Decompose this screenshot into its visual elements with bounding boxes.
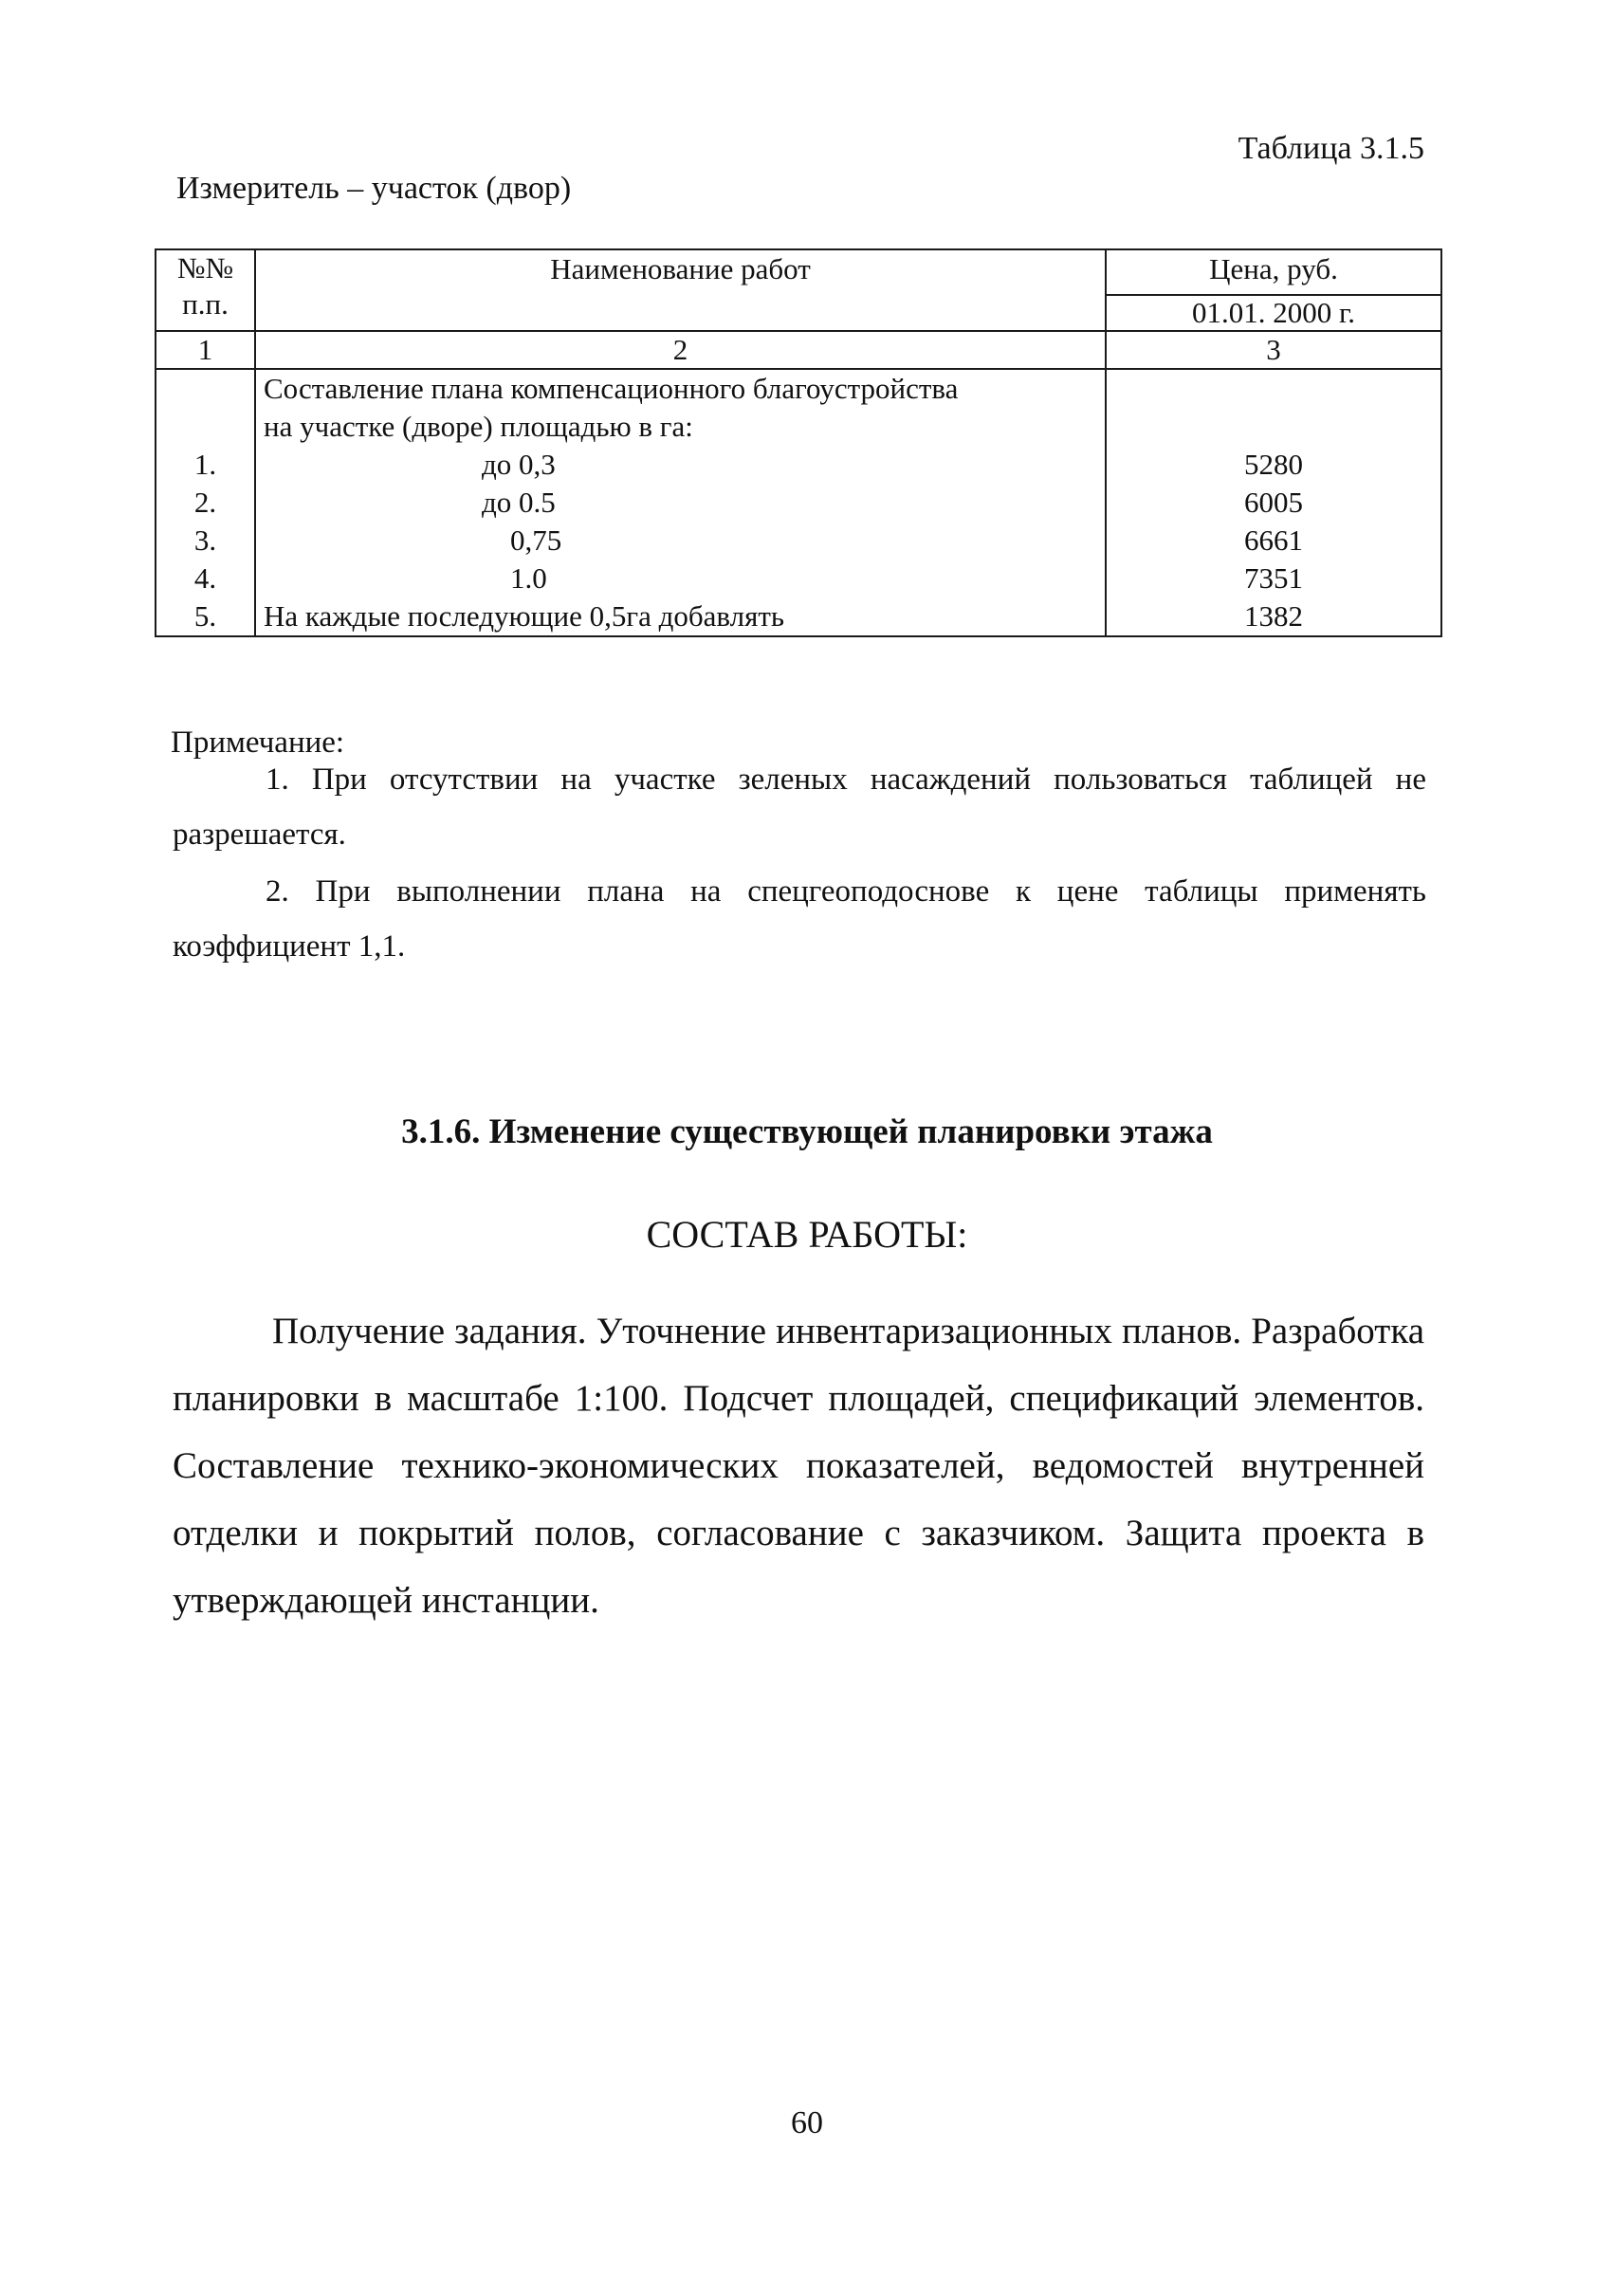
- row-name: до 0,3: [482, 448, 556, 481]
- row-price: 5280: [1244, 448, 1303, 481]
- row-price: 7351: [1244, 561, 1303, 595]
- row-number: 3.: [193, 523, 217, 557]
- header-number-cell: №№ п.п.: [156, 249, 255, 331]
- row-price: 1382: [1244, 599, 1303, 633]
- meter-label: Измеритель – участок (двор): [176, 171, 572, 206]
- row-name: 1.0: [510, 561, 547, 595]
- row-number: 2.: [193, 486, 217, 519]
- work-text: Получение задания. Уточнение инвентаризационных планов. Разработка планировки в масштабе 1:100. Подсчет площадей, спецификаций элементов. Составление технико-экономических показателей, ведомостей внутренней отделки и покрытий полов, согласование с заказчиком. Защита проекта в утверждающей инстанции.: [173, 1311, 1424, 1621]
- note-text: 2. При выполнении плана на спецгеоподоснове к цене таблицы применять коэффициент 1,1.: [173, 874, 1426, 964]
- column-number: 3: [1106, 331, 1441, 369]
- row-number: 5.: [193, 599, 217, 633]
- row-name: На каждые последующие 0,5га добавлять: [264, 599, 785, 633]
- header-name-cell: Наименование работ: [255, 249, 1106, 331]
- row-price: 6005: [1244, 486, 1303, 519]
- intro-line: Составление плана компенсационного благоустройства: [264, 372, 959, 405]
- header-price-cell: Цена, руб.: [1106, 249, 1441, 295]
- column-number: 2: [255, 331, 1106, 369]
- page-number: 60: [791, 2105, 823, 2140]
- note-heading: Примечание:: [171, 726, 345, 760]
- note-item: [173, 752, 1426, 862]
- table-body-row: [156, 369, 1441, 636]
- row-number: 1.: [193, 448, 217, 481]
- price-table: [155, 248, 1442, 637]
- note-item: [173, 864, 1426, 974]
- header-date-cell: 01.01. 2000 г.: [1106, 295, 1441, 331]
- row-name: до 0.5: [482, 486, 556, 519]
- note-text: 1. При отсутствии на участке зеленых насаждений пользоваться таблицей не разрешается.: [173, 762, 1426, 852]
- column-number: 1: [156, 331, 255, 369]
- row-name: 0,75: [510, 523, 562, 557]
- work-heading: СОСТАВ РАБОТЫ:: [646, 1213, 968, 1256]
- name-column: [255, 369, 1106, 636]
- column-number-row: [156, 331, 1441, 369]
- work-description: [173, 1297, 1424, 1634]
- price-column: [1106, 369, 1441, 636]
- row-number: 4.: [193, 561, 217, 595]
- number-column: [156, 369, 255, 636]
- intro-line: на участке (дворе) площадью в га:: [264, 410, 693, 443]
- table-caption: Таблица 3.1.5: [1238, 131, 1424, 166]
- section-title: 3.1.6. Изменение существующей планировки этажа: [401, 1112, 1213, 1151]
- row-price: 6661: [1244, 523, 1303, 557]
